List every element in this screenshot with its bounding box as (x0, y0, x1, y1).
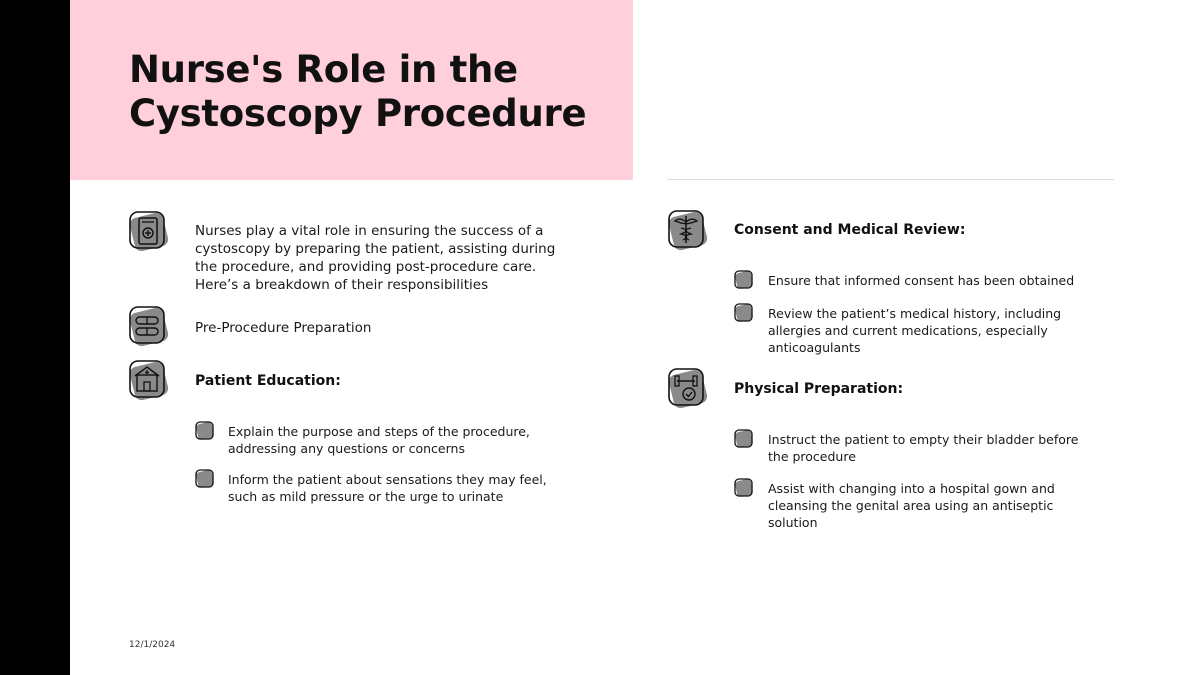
left-accent-bar (0, 0, 70, 675)
physical-preparation-heading: Physical Preparation: (734, 381, 904, 397)
patient-education-heading: Patient Education: (195, 373, 341, 389)
intro-paragraph: Nurses play a vital role in ensuring the success of a cystoscopy by preparing the patient, assisting during the procedure, and providing post-procedure care. Here’s a breakdown of their responsibilities (195, 223, 556, 293)
slide-title: Nurse's Role in the Cystoscopy Procedure (129, 48, 587, 135)
bullet-icon (194, 468, 216, 490)
consent-bullet-2: Review the patient’s medical history, including allergies and current medications, especially anticoagulants (768, 306, 1062, 355)
pills-icon (124, 302, 174, 352)
consent-heading: Consent and Medical Review: (734, 222, 966, 238)
header-divider (667, 179, 1114, 180)
bullet-icon (733, 302, 755, 324)
consent-bullet-1: Ensure that informed consent has been obtained (768, 273, 1075, 288)
medical-folder-icon (124, 207, 174, 257)
bullet-icon (733, 477, 755, 499)
caduceus-icon (663, 206, 713, 256)
pre-procedure-label: Pre-Procedure Preparation (195, 320, 372, 336)
bullet-icon (733, 269, 755, 291)
education-bullet-2: Inform the patient about sensations they may feel, such as mild pressure or the urge to urinate (228, 472, 547, 504)
slide-date: 12/1/2024 (129, 640, 176, 650)
physical-bullet-2: Assist with changing into a hospital gown and cleansing the genital area using an antiseptic solution (768, 481, 1055, 530)
bullet-icon (733, 428, 755, 450)
bullet-icon (194, 420, 216, 442)
dumbbell-check-icon (663, 364, 713, 414)
education-bullet-1: Explain the purpose and steps of the procedure, addressing any questions or concerns (228, 424, 530, 456)
clinic-building-icon (124, 356, 174, 406)
physical-bullet-1: Instruct the patient to empty their bladder before the procedure (768, 432, 1079, 464)
